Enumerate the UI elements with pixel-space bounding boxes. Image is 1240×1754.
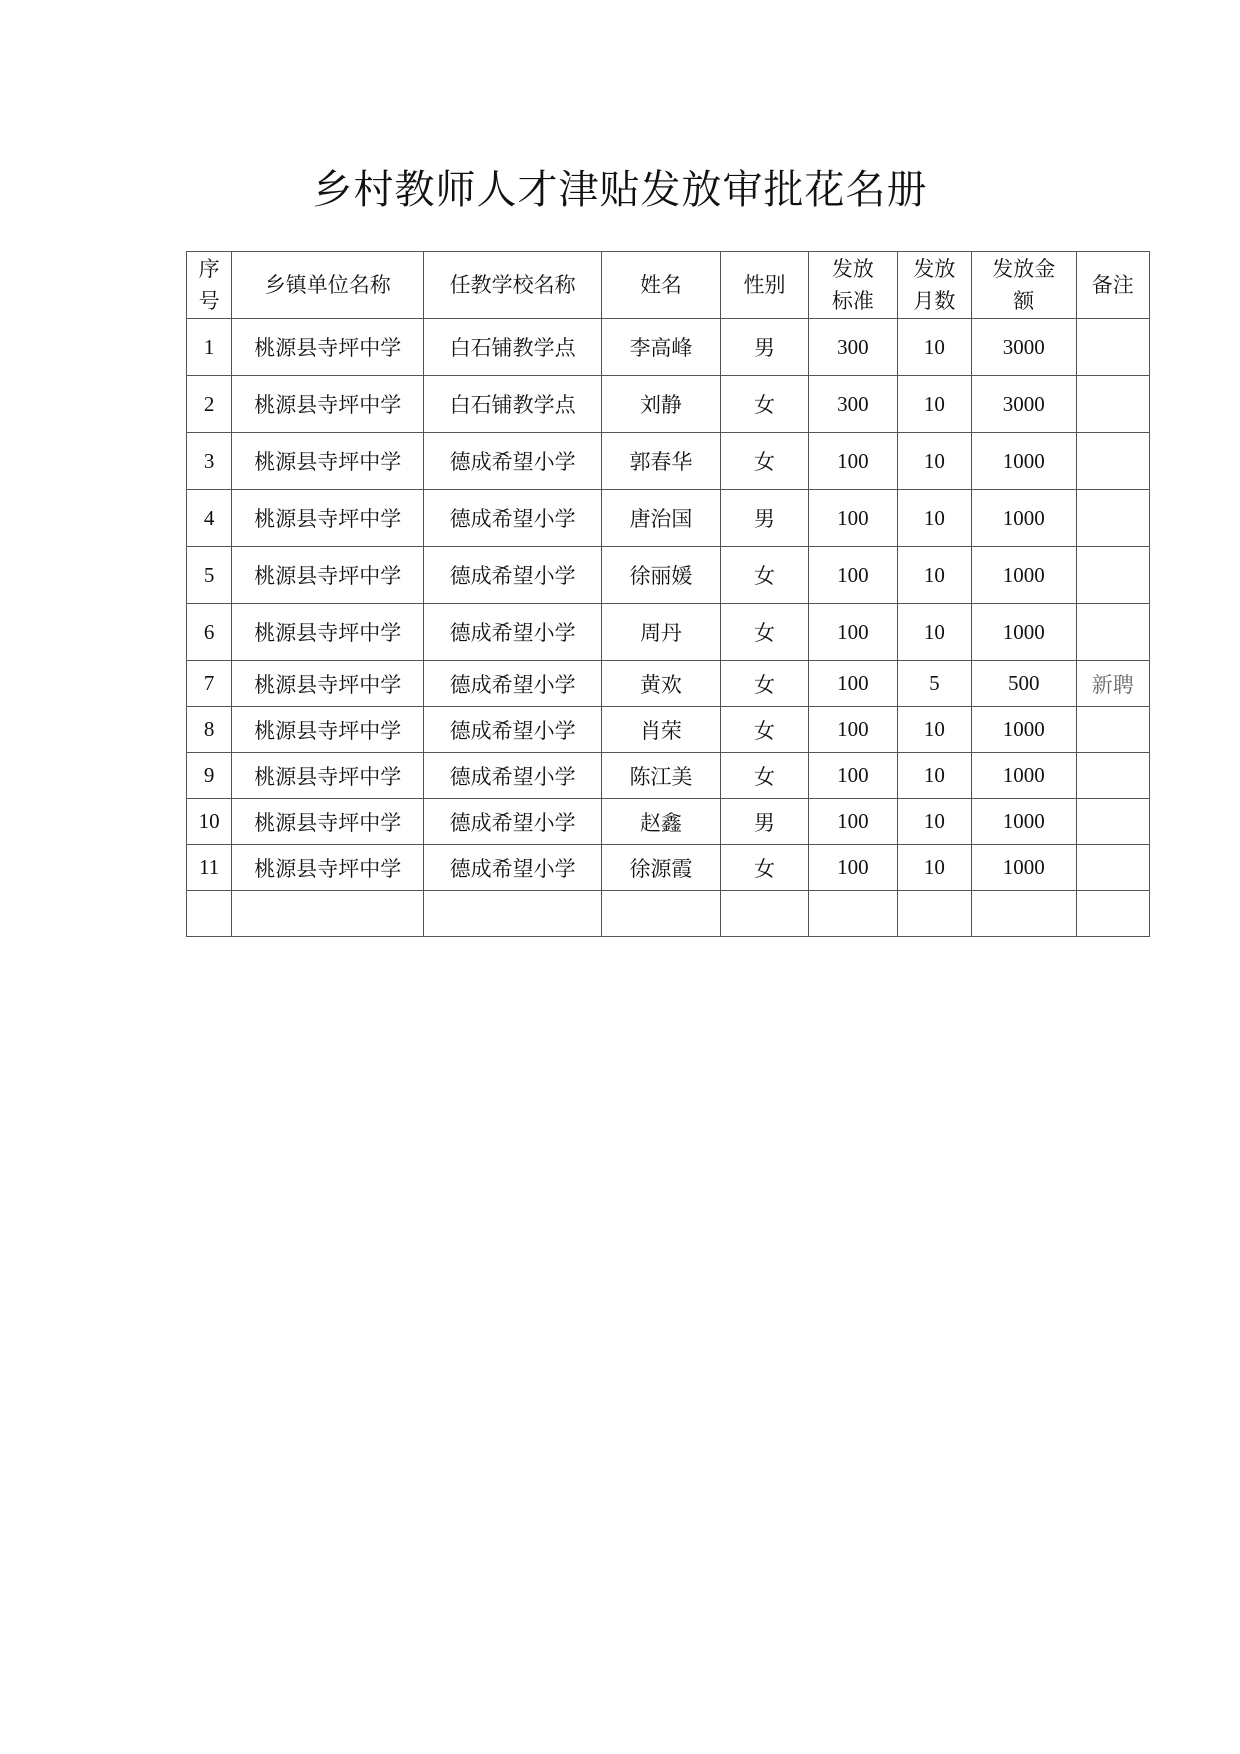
table-header-row (187, 252, 1150, 319)
cell-gender: 女 (720, 604, 808, 661)
cell-amount: 1000 (972, 604, 1077, 661)
cell-school: 德成希望小学 (424, 753, 602, 799)
cell-name: 唐治国 (602, 490, 721, 547)
cell-empty (424, 891, 602, 937)
cell-seq: 9 (187, 753, 232, 799)
cell-seq: 7 (187, 661, 232, 707)
header-amount (972, 252, 1077, 319)
cell-standard: 100 (809, 547, 897, 604)
cell-name: 黄欢 (602, 661, 721, 707)
cell-standard: 100 (809, 845, 897, 891)
cell-empty (897, 891, 971, 937)
header-seq-label: 序号 (198, 257, 220, 313)
cell-standard: 100 (809, 753, 897, 799)
cell-months: 10 (897, 490, 971, 547)
cell-amount: 500 (972, 661, 1077, 707)
table-row (187, 753, 1150, 799)
cell-note (1076, 433, 1149, 490)
cell-empty (972, 891, 1077, 937)
cell-note (1076, 376, 1149, 433)
cell-school: 德成希望小学 (424, 604, 602, 661)
cell-months: 10 (897, 319, 971, 376)
cell-name: 李高峰 (602, 319, 721, 376)
cell-empty (720, 891, 808, 937)
cell-amount: 1000 (972, 799, 1077, 845)
cell-town: 桃源县寺坪中学 (232, 604, 424, 661)
cell-note (1076, 490, 1149, 547)
cell-name: 刘静 (602, 376, 721, 433)
cell-town: 桃源县寺坪中学 (232, 707, 424, 753)
cell-standard: 100 (809, 433, 897, 490)
cell-gender: 女 (720, 707, 808, 753)
table-row (187, 376, 1150, 433)
cell-seq: 8 (187, 707, 232, 753)
cell-amount: 3000 (972, 319, 1077, 376)
table-row (187, 707, 1150, 753)
cell-months: 10 (897, 753, 971, 799)
cell-school: 德成希望小学 (424, 845, 602, 891)
header-months-label: 发放月数 (913, 257, 956, 313)
cell-gender: 女 (720, 845, 808, 891)
table-row (187, 490, 1150, 547)
cell-seq: 6 (187, 604, 232, 661)
cell-seq: 5 (187, 547, 232, 604)
header-school: 任教学校名称 (424, 252, 602, 319)
header-amount-label: 发放金额 (992, 257, 1056, 313)
cell-town: 桃源县寺坪中学 (232, 753, 424, 799)
table-row (187, 604, 1150, 661)
cell-months: 10 (897, 604, 971, 661)
cell-empty (602, 891, 721, 937)
cell-seq: 4 (187, 490, 232, 547)
cell-empty (809, 891, 897, 937)
cell-school: 白石铺教学点 (424, 319, 602, 376)
cell-school: 德成希望小学 (424, 661, 602, 707)
cell-standard: 100 (809, 490, 897, 547)
cell-empty (187, 891, 232, 937)
table-row (187, 845, 1150, 891)
cell-empty (1076, 891, 1149, 937)
cell-note (1076, 604, 1149, 661)
cell-standard: 300 (809, 376, 897, 433)
cell-gender: 女 (720, 753, 808, 799)
cell-gender: 男 (720, 490, 808, 547)
table-row-empty (187, 891, 1150, 937)
cell-months: 10 (897, 845, 971, 891)
header-note: 备注 (1076, 252, 1149, 319)
cell-name: 陈江美 (602, 753, 721, 799)
header-town: 乡镇单位名称 (232, 252, 424, 319)
header-standard-label: 发放标准 (831, 257, 874, 313)
cell-seq: 1 (187, 319, 232, 376)
cell-seq: 11 (187, 845, 232, 891)
cell-amount: 3000 (972, 376, 1077, 433)
cell-town: 桃源县寺坪中学 (232, 490, 424, 547)
cell-standard: 300 (809, 319, 897, 376)
cell-note (1076, 845, 1149, 891)
cell-seq: 3 (187, 433, 232, 490)
header-gender: 性别 (720, 252, 808, 319)
cell-gender: 男 (720, 319, 808, 376)
page-title: 乡村教师人才津贴发放审批花名册 (312, 167, 928, 213)
cell-gender: 女 (720, 433, 808, 490)
header-seq (187, 252, 232, 319)
cell-months: 10 (897, 433, 971, 490)
cell-months: 10 (897, 707, 971, 753)
header-months (897, 252, 971, 319)
cell-school: 德成希望小学 (424, 433, 602, 490)
cell-town: 桃源县寺坪中学 (232, 845, 424, 891)
cell-seq: 2 (187, 376, 232, 433)
cell-note (1076, 799, 1149, 845)
cell-name: 赵鑫 (602, 799, 721, 845)
header-standard (809, 252, 897, 319)
cell-name: 周丹 (602, 604, 721, 661)
cell-amount: 1000 (972, 753, 1077, 799)
cell-amount: 1000 (972, 845, 1077, 891)
cell-town: 桃源县寺坪中学 (232, 661, 424, 707)
cell-amount: 1000 (972, 490, 1077, 547)
cell-name: 徐丽媛 (602, 547, 721, 604)
cell-gender: 女 (720, 376, 808, 433)
cell-amount: 1000 (972, 547, 1077, 604)
cell-school: 德成希望小学 (424, 707, 602, 753)
cell-months: 10 (897, 376, 971, 433)
cell-months: 5 (897, 661, 971, 707)
cell-note (1076, 319, 1149, 376)
cell-school: 德成希望小学 (424, 547, 602, 604)
cell-standard: 100 (809, 707, 897, 753)
table-row (187, 799, 1150, 845)
cell-months: 10 (897, 547, 971, 604)
table-row (187, 661, 1150, 707)
cell-name: 肖荣 (602, 707, 721, 753)
cell-town: 桃源县寺坪中学 (232, 547, 424, 604)
cell-gender: 女 (720, 661, 808, 707)
cell-standard: 100 (809, 799, 897, 845)
cell-months: 10 (897, 799, 971, 845)
cell-note (1076, 753, 1149, 799)
table-row (187, 319, 1150, 376)
cell-amount: 1000 (972, 707, 1077, 753)
cell-name: 郭春华 (602, 433, 721, 490)
cell-seq: 10 (187, 799, 232, 845)
cell-note: 新聘 (1076, 661, 1149, 707)
cell-note (1076, 547, 1149, 604)
cell-school: 德成希望小学 (424, 799, 602, 845)
teacher-allowance-table (186, 251, 1150, 937)
cell-gender: 男 (720, 799, 808, 845)
cell-town: 桃源县寺坪中学 (232, 376, 424, 433)
table-row (187, 433, 1150, 490)
cell-school: 白石铺教学点 (424, 376, 602, 433)
cell-standard: 100 (809, 661, 897, 707)
table-row (187, 547, 1150, 604)
cell-note (1076, 707, 1149, 753)
cell-gender: 女 (720, 547, 808, 604)
cell-empty (232, 891, 424, 937)
cell-town: 桃源县寺坪中学 (232, 433, 424, 490)
header-name: 姓名 (602, 252, 721, 319)
cell-school: 德成希望小学 (424, 490, 602, 547)
cell-name: 徐源霞 (602, 845, 721, 891)
cell-town: 桃源县寺坪中学 (232, 319, 424, 376)
cell-standard: 100 (809, 604, 897, 661)
cell-town: 桃源县寺坪中学 (232, 799, 424, 845)
cell-amount: 1000 (972, 433, 1077, 490)
